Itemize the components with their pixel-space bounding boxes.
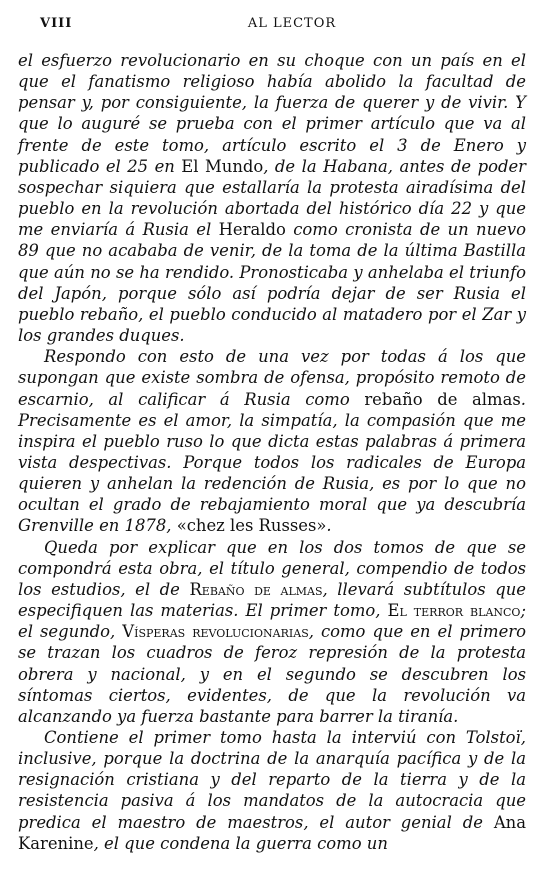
text-run: , el que condena la guerra como un xyxy=(93,833,388,853)
paragraph-3 xyxy=(18,537,526,727)
text-run: Heraldo xyxy=(218,220,286,240)
text-run: como cronista de un nuevo 89 que no acababa de venir, de la toma de la última Bastilla que aún no se ha rendido. Pronosticaba y anhelaba el triunfo del Japón, porque sólo así podría dejar de ser Rusia el pueblo rebaño, el pueblo conducido al matadero por el Zar y los grandes duques. xyxy=(18,220,526,346)
body-text xyxy=(18,50,526,854)
text-run: «chez les Russes» xyxy=(176,516,327,536)
text-run: ; el segundo, xyxy=(18,601,526,642)
text-run: Contiene el primer tomo hasta la interviú con Tolstoï, inclusive, porque la doctrina de la anarquía pacífica y de la resignación cristiana y del reparto de la tierra y de la resistencia pasiva á los mandatos de la autocracia que predica el maestro de maestros, el autor genial de xyxy=(18,728,526,832)
text-run: rebaño de almas xyxy=(364,389,521,409)
text-run: Queda por explicar que en los dos tomos de que se compondrá esta obra, el título general, compendio de todos los estudios, el de xyxy=(18,537,526,599)
running-head xyxy=(18,14,526,38)
text-run: El Mundo xyxy=(181,156,264,176)
paragraph-1 xyxy=(18,50,526,346)
paragraph-4 xyxy=(18,727,526,854)
text-run: , como que en el primero se trazan los cuadros de feroz represión de la protesta obrera y nacional, y en el segundo se descubren los síntomas ciertos, evidentes, de que la revolución va alcanzando ya fuerza bastante para barrer la tiranía. xyxy=(18,622,526,726)
text-run: . xyxy=(326,516,332,536)
running-title: AL LECTOR xyxy=(247,16,337,31)
text-run: el esfuerzo revolucionario en su choque con un país en el que el fanatismo religioso había abolido la facultad de pensar y, por consiguiente, la fuerza de querer y de vivir. Y que lo auguré se prueba con el primer artículo que va al frente de este tomo, artículo escrito el 3 de Enero y publicado el 25 en xyxy=(18,51,526,176)
text-run: , llevará subtítulos que especifiquen las materias. El primer tomo, xyxy=(18,579,526,621)
text-run: Rebaño de almas xyxy=(189,579,323,599)
text-run: . Precisamente es el amor, la simpatía, la compasión que me inspira el pueblo ruso lo que dicta estas palabras á primera vista despectivas. Porque todos los radicales de Europa quieren y anhelan la redención de Rusia, es por lo que no ocultan el grado de rebajamiento moral que ya descubría Grenville en 1878, xyxy=(18,389,526,536)
text-run: El terror blanco xyxy=(387,601,521,621)
text-run: , de la Habana, antes de poder sospechar siquiera que estallaría la protesta airadísima del pueblo en la revolución abortada del histórico día 22 y que me enviaría á Rusia el xyxy=(18,156,526,240)
paragraph-2 xyxy=(18,346,526,536)
text-run: Ana Karenine xyxy=(18,812,526,853)
text-run: Respondo con esto de una vez por todas á los que supongan que existe sombra de ofensa, propósito remoto de escarnio, al calificar á Rusia como xyxy=(18,347,526,409)
text-run: Vísperas revolucionarias xyxy=(122,622,309,642)
page-number: VIII xyxy=(40,16,73,31)
